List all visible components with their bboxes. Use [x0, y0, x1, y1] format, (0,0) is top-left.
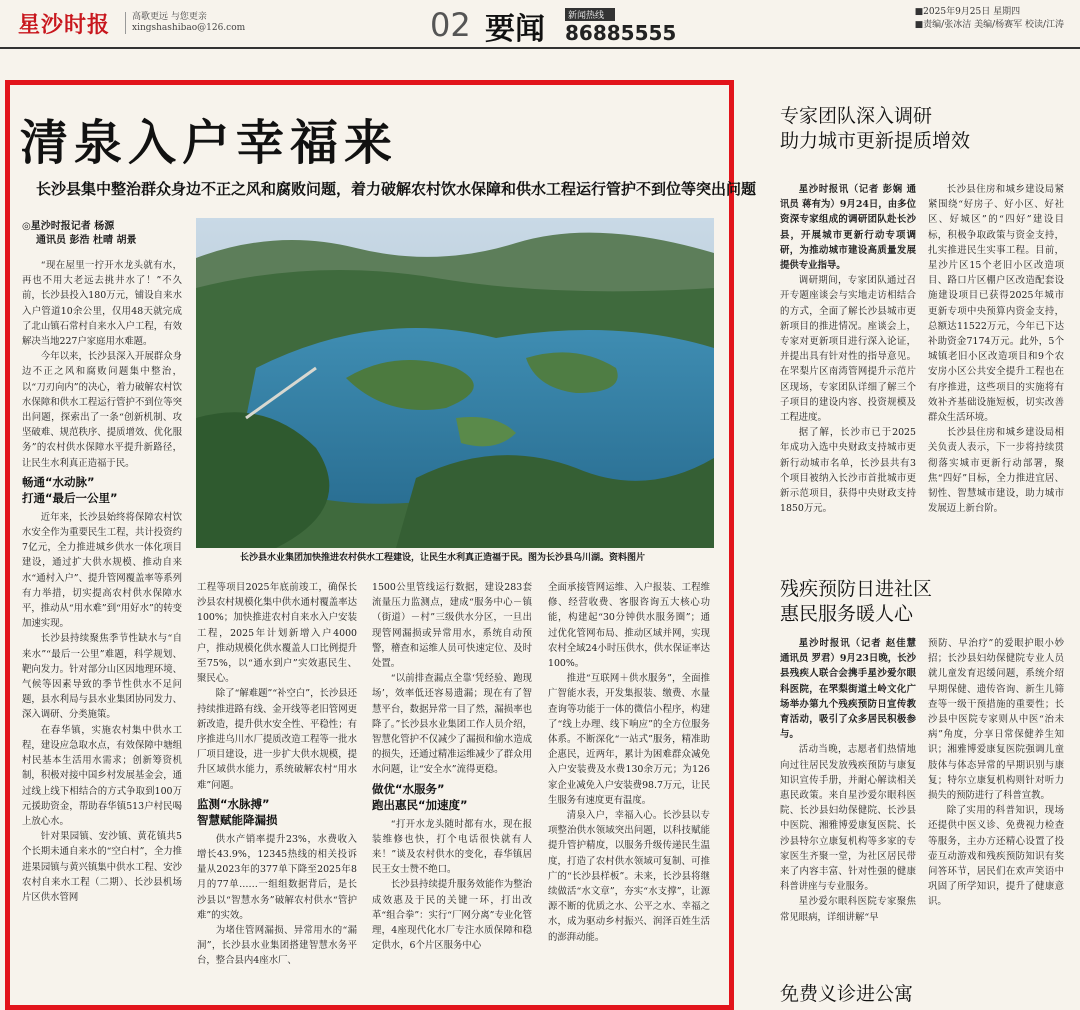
- paragraph: 1500公里管线运行数据，建设283套流量压力监测点，建成“服务中心－镇（街道）－村”三级供水分区，一旦出现管网漏损或异常用水，系统自动预警，稽查和运维人员可快速定位、及时处置。: [372, 582, 532, 670]
- paragraph: 清泉入户，幸福入心。长沙县以专项整治供水领域突出问题，以科技赋能提升管护精度，以服务升级传递民生温度，打造了农村供水领域可复制、可推广的“长沙县样板”。未来，长沙县将继续做活“水文章”，夯实“水支撑”，让源源不断的优质之水、公平之水、幸福之水，成为驱动乡村振兴、润泽百姓生活的澎湃动能。: [548, 810, 710, 943]
- lead-column-2: [197, 580, 357, 998]
- lake-photo: [196, 218, 714, 548]
- paragraph: “以前排查漏点全靠‘凭经验、跑现场’，效率低还容易遗漏；现在有了智慧平台，数据异常一目了然，漏损率也降了。”长沙县水业集团工作人员介绍，智慧化管护不仅减少了漏损和偷水造成的损失，还通过精准运维减少了群众用水问题，让“安全水”流得更稳。: [372, 673, 532, 776]
- side-story-3-headline: 免费义诊进公寓: [780, 983, 914, 1005]
- side-story-2-headline: 残疾预防日进社区 惠民服务暖人心: [780, 578, 933, 625]
- side-story-2-column-b: [928, 636, 1064, 970]
- hotline-label: 新闻热线: [565, 8, 615, 21]
- masthead: [0, 0, 1080, 48]
- crosshead-water-artery: 畅通“水动脉” 打通“最后一公里”: [22, 474, 118, 505]
- paragraph: 调研期间，专家团队通过召开专题座谈会与实地走访相结合的方式，全面了解长沙县城市更新项目的推进情况。座谈会上，专家对更新项目进行深入论证，并提出具有针对性的指导意见。在罘梨片区南湾管网提升示范片区现场，专家团队详细了解三个子项目的建设内容、投资规模及工程进度。: [780, 275, 916, 424]
- crosshead-water-service: 做优“水服务” 跑出惠民“加速度”: [372, 781, 468, 812]
- issue-date: ■2025年9月25日 星期四: [914, 7, 1021, 17]
- lead-byline: [22, 220, 136, 248]
- newspaper-logo: 星沙时报: [18, 13, 111, 38]
- byline-correspondents: 通讯员 彭浩 杜晴 胡景: [36, 235, 137, 246]
- news-hotline: [565, 8, 676, 45]
- paragraph: 除了实用的科普知识，现场还提供中医义诊、免费视力检查等服务，主办方还精心设置了投壶互动游戏和残疾预防知识有奖问答环节，居民们在欢声笑语中巩固了所学知识，提升了健康意识。: [928, 805, 1064, 908]
- paragraph: 星沙时报讯（记者 彭娴 通讯员 蒋有为）9月24日，由多位资深专家组成的调研团队赴长沙县，开展城市更新行动专项调研，为推动城市建设高质量发展提供专业指导。: [780, 184, 916, 272]
- paragraph: 星沙时报讯（记者 赵佳慧 通讯员 罗君）9月23日晚，长沙县残疾人联合会携手星沙爱尔眼科医院，在罘梨街道土岭文化广场举办第九个残疾预防日宣传教育活动，吸引了众多居民积极参与。: [780, 638, 916, 741]
- lead-column-4: [548, 580, 710, 998]
- paragraph: 为堵住管网漏损、异常用水的“漏洞”，长沙县水业集团搭建智慧水务平台，整合县内4座水厂、: [197, 925, 357, 967]
- masthead-rule: [0, 47, 1080, 49]
- lead-headline: 清泉入户幸福来: [20, 115, 399, 171]
- paragraph: 推进“互联网＋供水服务”，全面推广智能水表，开发集报装、缴费、水量查询等功能于一体的微信小程序，构建了“线上办理、线下响应”的全方位服务体系。不断深化“一站式”服务，精准助企惠民，近两年，累计为困难群众减免入户安装费及水费130余万元；为126家企业减免入户安装费98.7万元，让民生服务有速度更有温度。: [548, 673, 710, 806]
- dateline: [915, 6, 1064, 32]
- side-story-1-column-b: [928, 182, 1064, 534]
- masthead-slogan: [125, 12, 245, 34]
- slogan-text: 高歌更远 与您更亲: [132, 12, 207, 22]
- paragraph: 长沙县持续聚焦季节性缺水与“自来水”“最后一公里”难题，科学规划、靶向发力。针对部分山区因地理环境、气候等因素导致的季节性供水不足问题，县水利局与县水业集团协同发力、深入调研、分类施策。: [22, 633, 182, 721]
- paragraph: 星沙爱尔眼科医院专家聚焦常见眼病，详细讲解“早: [780, 896, 916, 923]
- paragraph: 在春华镇，实施农村集中供水工程，建设应急取水点，有效保障中塘组村民基本生活用水需求；创新筹资机制，积极对接中国乡村发展基金会，通过线上线下相结合的方式争取到100万元援助资金，帮助春华镇513户村民喝上放心水。: [22, 724, 182, 827]
- paragraph: 近年来，长沙县始终将保障农村饮水安全作为重要民生工程，共计投资约7亿元，全力推进城乡供水一体化项目建设，通过扩大供水规模、推动自来水“通村入户”、提升管网覆盖率等系列有力举措，切实提高农村供水保障水平，推动从“用水难”到“用好水”的转变加速实现。: [22, 511, 182, 630]
- lead-column-1: [22, 258, 182, 998]
- paragraph: 长沙县住房和城乡建设局相关负责人表示，下一步将持续贯彻落实城市更新行动部署，聚焦“四好”目标，全力推进宜居、韧性、智慧城市建设，助力城市发展迈上新台阶。: [928, 427, 1064, 515]
- paragraph: 全面承接管网运维、入户报装、工程维修、经营收费、客服咨询五大核心功能，构建起“30分钟供水服务圈”；通过优化管网布局、推动区域并网，实现农村全域24小时压供水，供水保证率达100%。: [548, 582, 710, 670]
- paragraph: 活动当晚，志愿者们热情地向过往居民发放残疾预防与康复知识宣传手册，并耐心解读相关惠民政策。来自星沙爱尔眼科医院、长沙县妇幼保健院、长沙县中医院、湘雅博爱康复医院、长沙县特尔立康复机构等多家的专家医生齐聚一堂，为社区居民带来了内容丰富、针对性强的健康科普讲座与专业服务。: [780, 744, 916, 893]
- paragraph: 工程等项目2025年底前竣工，确保长沙县农村规模化集中供水通村覆盖率达100%；加快推进农村自来水入户安装工程，2025年计划新增入户4000户，推动规模化供水覆盖人口比例提升至75%，以“通水到户”实效惠民生、聚民心。: [197, 582, 357, 685]
- hotline-number: 86885555: [565, 21, 677, 45]
- crosshead-water-pulse: 监测“水脉搏” 智慧赋能降漏损: [197, 796, 278, 827]
- paragraph: 供水产销率提升23%，水费收入增长43.9%，12345热线的相关投诉量从2023年的377单下降至2025年8月的77单……一组组数据背后，是长沙县以“智慧水务”破解农村供水“管护难”的实效。: [197, 833, 357, 921]
- photo-caption: 长沙县水业集团加快推进农村供水工程建设，让民生水利真正造福于民。图为长沙县乌川湖。资料图片: [240, 553, 646, 563]
- paragraph: 长沙县持续提升服务效能作为整治成效惠及于民的关键一环，打出改革“组合拳”：实行“厂网分离”专业化管理，4座现代化水厂专注水质保障和稳定供水，6个片区服务中心: [372, 879, 532, 952]
- paragraph: 预防、早治疗”的爱眼护眼小妙招；长沙县妇幼保健院专业人员就儿童发育迟缓问题，系统介绍早期保健、遗传咨询、新生儿筛查等一级干预措施的重要性；长沙县中医院专家则从中医“治未病”角度，分享日常保健养生知识；湘雅博爱康复医院强调儿童肢体与体态异常的早期识别与康复；特尔立康复机构则针对听力损失的预防进行了科普宣教。: [928, 638, 1064, 802]
- contact-email: xingshashibao@126.com: [132, 23, 246, 33]
- side-story-1-headline: 专家团队深入调研 助力城市更新提质增效: [780, 105, 971, 152]
- side-story-1-column-a: [780, 182, 916, 534]
- page-number: 02: [430, 6, 471, 44]
- lead-subheadline: 长沙县集中整治群众身边不正之风和腐败问题，着力破解农村饮水保障和供水工程运行管护不到位等突出问题: [36, 180, 757, 198]
- paragraph: 据了解，长沙市已于2025年成功入选中央财政支持城市更新行动城市名单，长沙县共有3个项目被纳入长沙市首批城市更新示范项目，获得中央财政支持1850万元。: [780, 427, 916, 515]
- section-title: 要闻: [485, 12, 545, 47]
- side-story-2-column-a: [780, 636, 916, 970]
- lead-column-3: [372, 580, 532, 998]
- paragraph: 长沙县住房和城乡建设局紧紧围绕“好房子、好小区、好社区、好城区”的“四好”建设目标，积极争取政策与资金支持，扎实推进民生实事工程。目前，星沙片区15个老旧小区改造项目、路口片区棚户区改造配套设施建设项目已获得2025年城市更新专项中央预算内资金支持，总额达11522万元，今年已下达补助资金7174万元。此外，5个城镇老旧小区改造项目和9个农安房小区公共安全提升工程也在有序推进，这些项目的实施将有效补齐基础设施短板，切实改善群众生活环境。: [928, 184, 1064, 424]
- paragraph: 针对果园镇、安沙镇、黄花镇共5个长期未通自来水的“空白村”，全力推进果园镇与黄兴镇集中供水工程、安沙农村自来水工程（二期）、长沙县机场片区供水管网: [22, 831, 182, 903]
- paragraph: “打开水龙头随时都有水，现在报装维修也快，打个电话很快就有人来！”谈及农村供水的变化，春华镇居民王女士赞不绝口。: [372, 818, 532, 876]
- paragraph: 今年以来，长沙县深入开展群众身边不正之风和腐败问题集中整治，以“刀刃向内”的决心，着力破解农村饮水保障和供水工程运行管护不到位等突出问题，探索出了一条“创新机制、攻坚破难、规范秩序、提质增效、优化服务”的农村供水保障水平提升新路径，让民生水利真正造福于民。: [22, 351, 182, 469]
- editor-credits: ■责编/张冰洁 美编/杨赛军 校读/江涛: [914, 20, 1064, 30]
- byline-reporter: ◎星沙时报记者 杨源: [22, 221, 115, 232]
- paragraph: 除了“解难题”“补空白”，长沙县还持续推进路有线、金开线等老旧管网更新改造，提升供水安全性、平稳性；有序推进乌川水厂提质改造工程等一批水厂项目建设，进一步扩大供水规模，提升区域供水能力，系统破解农村“用水难”问题。: [197, 688, 357, 791]
- paragraph: “现在屋里一拧开水龙头就有水，再也不用大老远去挑井水了！”不久前，长沙县投入180万元，铺设自来水入户管道10余公里，仅用48天就完成了北山镇石常村自来水入户工程，有效解决当地227户家庭用水难题。: [22, 260, 182, 348]
- lake-photo-illustration: [196, 218, 714, 548]
